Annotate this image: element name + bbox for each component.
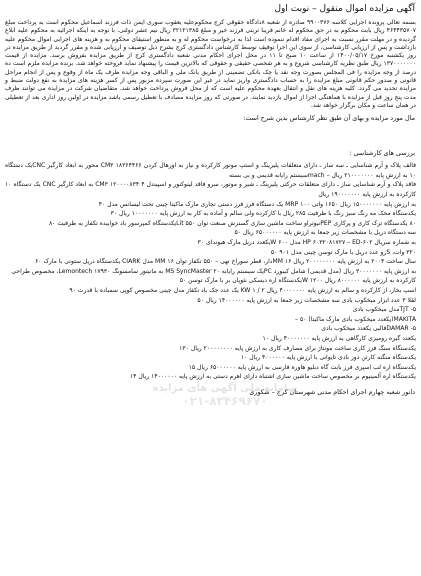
- list-item: MAKITA(یکعدد میخکوب بادی مارک ماکیتا) ۵۰ –: [295, 315, 416, 323]
- list-item: فاقد پلاک و آرم شناسایی ساز ـ دارای متعلقات حرکتی پلیرینگ ـ شیر و موتور، سرو فاقد لینوکنور و اسپیندل ۴ ۱۲۰۰۰۰۸۳۴ CM۳ به ابعاد کارگیر CNC یک دستگاه ۱۰ کارکرده به ارزش پایه ۱۹۰۰۰۰۰۰۰ ریال: [5, 181, 416, 199]
- list-item: اسپ بخار، از کارکرده و سالم به ارزش پایه ۴۰۰۰۰۰۰۰ ریال ۲ / ۱ KW یک عدد جک باد تکفاز مدل چینی مخصوص کوپی سمباده با قدرت ۹۰: [69, 286, 416, 294]
- list-item: یکدستگاه اره آلمینیوم بر مخصوص ساخت ماشین سازی اشتباه دارای اهرم دستی به ارزش پایه ۱۴۰۰۰۰۰۰ ریال ۱۴: [129, 373, 416, 381]
- list-item: ۵- DAMARقالبی یکعدد میخکوب بادی: [321, 325, 416, 333]
- list-item: کارکرده به ارزش پایه ۸۰۰۰۰۰۰ ریال ۱۲۰۰ Wیکدستگاه اره دیسکی نئوپان بر با مارک توسن ۵۰: [179, 277, 416, 285]
- list-item: ۵- TJTمدل میخکوب بادی: [352, 306, 416, 314]
- notice-lead: مال مورد مزایده و بهای آن طبق نظر کارشناس بدین شرح است:: [243, 114, 415, 123]
- list-item: یکدستگاه سنگ فرز کاری ساخت مونتاژ برای مصارف کاری به ارزش پایه ۲۰۰۰۰۰۰۰۰ ریال ۱۳۰: [179, 344, 416, 352]
- notice-footer: دانور شعبه چهارم اجرای احکام مدنی شهرستان کرج – شکوری: [249, 387, 415, 396]
- notice-intro: بسمه تعالی پرونده اجرایی کلاسه ۹۹۰۰۳۷۶ صادره از شعبه ۸دادگاه حقوقی کرج محکوم‌علیه یعقوب سوری ایمن ذات فرزند اسماعیل محکوم است به پرداخت مبلغ ۴۶۴۴۳۵۷۰۷ ریال بابت محکوم به در حق محکوم له خانم فریبا تربتی فرزند خیر و مبلغ ۳۲۱۲۱۳۸۵ ریال نیم عشر دولتی. با توجه به اینکه اجرائیه به محکوم علیه ابلاغ گردیده و در مهلت مقرر نسبت به اجرای مفاد اقدام ننموده است لذا به درخواست محکوم له و به منظور استیفای محکوم به و هزینه های اجرایی اموال محکوم علیه بازداشت و پس از ارزیابی کارشناسی، از سوی این اجرا توقیف توسط کارشناس دادگستری کرج بشرح ذیل توصیف و ارزیابی شده و مقرر گردید از طریق مزایده در روز یکشنبه مورخ ۱۴۰۰/۰۵/۱۷ از ساعت ۱۰ صبح تا ۱۱ در محل اجرای احکام مدنی شعبه دادگستری کرج از طریق مزایده بفروش برسد. مزایده از قیمت ۱۳۷۰۰۰۰۰۰۰ ریال طبق نظریه کارشناسی شروع و به هر شخصی حقیقی و حقوقی که بالاترین قیمت را پیشنهاد نماید فروخته خواهد شد. برنده مزایده ملزم است ده درصد از وجه مزایده را فی المجلس بصورت وجه نقد یا چک بانکی تضمینی از طریق بانک ملی و الباقی وجه مزایده ظرف یک ماه از وقوع و پس از انجام مراحل قانونی و صدور حکم قانونی مبلغ مزایده را به حساب دادگستری واریز نماید در غیر این صورت سپرده مزبور پس از کسر هزینه های مزایده به نفع دولت ضبط و مزایده تجدید می گردد. کلیه هزینه های نقل و انتقال بعهده محکوم علیه است که از محل فروش پرداخت خواهد شد. متقاضیان شرکت در مزایده می توانند ظرف مدت پنج روز قبل از مزایده با هماهنگی اجرا از اموال بازدید نمایند. در صورتی که روز مزایده مصادف با تعطیل رسمی باشد مزایده در اولین روز اداری بعد از تعطیلی در همان ساعت و مکان برگزار خواهد شد.: [5, 19, 416, 109]
- list-item: یکدستگاه اره لب اسپری فرز بابت گاه دبلیو هاوره فارسی به ارزش پایه ۶۵۰۰۰۰۰۰ ریال ۱۵: [188, 363, 416, 371]
- items-list: [4, 161, 417, 382]
- list-item: یکعدد گیره رومیزی کارگاهی به ارزش پایه ۴۰۰۰۰۰۰۰ ریال ۱۰: [262, 334, 416, 342]
- list-item: یکدستگاه منگنه کارتن دوز بادی تایوانی با ارزش پایه ۴۰۰۰۰۰۰ ریال ۱۰: [240, 354, 416, 362]
- spacer: [4, 123, 417, 149]
- list-item: ۳۲۰ وات، Sرو عدد دریل با مارک توسن چینی مدل ۹۰۱ ۵۰: [270, 248, 416, 256]
- list-item: سه دستگاه دریل با مشخصات زیر جمعا به ارزش پایه ۶۵۰۰۰۰۰۰ ریال ۵۰: [234, 229, 416, 237]
- notice-title: آگهی مزایده اموال منقول – نوبت اول: [274, 4, 415, 14]
- list-item: لقلا ۳ عدد ابزار میخکوب بادی سه مشخصات زیر جمعا به ارزش پایه ۱۴۰۰۰۰۰۰ ریال ۵۰: [197, 296, 416, 304]
- auction-notice: [4, 3, 417, 573]
- items-title: بررسی های کارشناسی :: [349, 149, 415, 158]
- list-item: قالف پلاک و آرم شناسایی ـ سه ساز ـ دارای متعلقات پلیرینگ و استپ موتور کارکرده و نیاز به اورهال کردن ۱۸۳۶۴۴۶۶ CM۳ محور به ابعاد کارگیر CNCیک دستگاه ۱۰ به ارزش پایه ۲۱۰۰۰۰۰۰۰ ریال – machسیستم رایانه قدیمی و بی بسته: [5, 162, 416, 179]
- list-item: ۸۰ یکدستگاه ترک کاری و پرکاری PEPنیوتراو ساخت ماشین سازی گسترش صنعت توان ۵۵۰ Litیکدستگاه کمپرسور باد خوابیده تکفاز به ظرفیت ۸۰: [48, 219, 416, 227]
- watermark-line-2: ۰۲۱-۸۳۴۶۹۶۷۰: [182, 394, 268, 408]
- list-item: به شماره سریال HP ۶۰۳۲۰۸۱۷۲۷ – ED-۶۰۲ مدل ۶۰۰ Wیکعدد دریل مارک هیوندای ۳۰: [197, 239, 416, 247]
- list-item: به ارزش پایه ۳۰۰۰۰۰۰۰ ریال (مدل قدیمی) شامل کیبورد PCیک سیستم رایانه ۲۰ MS SyncMaster به مانیتور سامسونگ ۱۷۹۳۰ Lemontech، مخصوص طراحی: [11, 267, 416, 275]
- watermark-line-1: سامانه ملی آگهی های مزایده: [152, 383, 298, 394]
- list-item: به ارزش پایه ۱۵۰۰۰۰۰۰۰ ریال ۱۶۵۰ واتی MRP ۱۰۰ یک دستگاه فرز فرز دستی تجاری مارک ماکیتا چینی تحت لیسانس مدل ۴۰: [98, 200, 416, 208]
- list-item: یکدستگاه محک مه رنگ سبز رنگ با ظرفیت ۲۸۵ ریال با کارکرده ولی سالم و آماده به کار به ارزش پایه ۱۰۰۰۰۰۰۰ ریال ۳۰: [110, 210, 416, 218]
- list-item: سال ساخت ۲۰۰۴ به ارزش پایه ۲۰۰۰۰۰۰۰۰ ریال ۱۶ MMدار، قطر سوراخ تهی – ۵۵۰ تکفاز توان ۱۶ MM مدل CIARK یکدستگاه دریل ستونی با مارک ۶۰: [35, 258, 416, 266]
